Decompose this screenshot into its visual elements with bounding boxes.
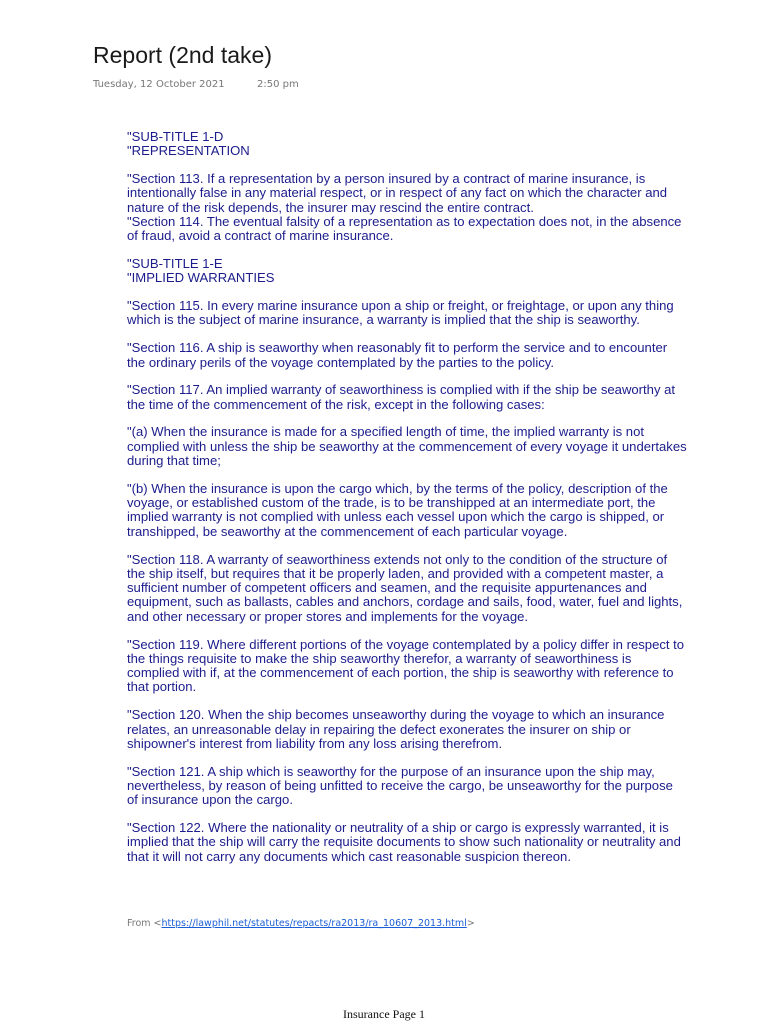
note-date: Tuesday, 12 October 2021 (93, 79, 225, 90)
section-block (127, 482, 687, 539)
section-paragraph: "Section 119. Where different portions of the voyage contemplated by a policy differ in respect to the things requisite to make the ship seaworthy therefor, a warranty of seaworthiness is complied with if, at the commencement of each portion, the ship is seaworthy with reference to that portion. (127, 636, 685, 695)
subtitle-heading: "SUB-TITLE 1-D (127, 129, 224, 144)
note-time: 2:50 pm (257, 79, 299, 90)
note-body (127, 130, 687, 877)
subtitle-name: "IMPLIED WARRANTIES (127, 270, 275, 286)
subtitle-name: "REPRESENTATION (127, 143, 250, 159)
section-block (127, 708, 687, 751)
subtitle-block (127, 257, 687, 286)
section-block (127, 341, 687, 370)
source-suffix: > (466, 918, 475, 929)
section-paragraph: "Section 116. A ship is seaworthy when reasonably fit to perform the service and to encounter the ordinary perils of the voyage contemplated by the parties to the policy. (127, 340, 668, 370)
section-paragraph: "(a) When the insurance is made for a specified length of time, the implied warranty is not complied with unless the ship be seaworthy at the commencement of every voyage it undertakes during that time; (127, 424, 687, 469)
section-paragraph: "Section 121. A ship which is seaworthy for the purpose of an insurance upon the ship may, nevertheless, by reason of being unfitted to receive the cargo, be unseaworthy for the purpose of insurance upon the cargo. (127, 763, 673, 808)
section-paragraph: "Section 117. An implied warranty of seaworthiness is complied with if the ship be seaworthy at the time of the commencement of the risk, except in the following cases: (127, 382, 676, 412)
section-block (127, 299, 687, 328)
page-footer: Insurance Page 1 (343, 1007, 425, 1021)
source-prefix: From < (127, 918, 162, 929)
section-paragraph: "Section 114. The eventual falsity of a representation as to expectation does not, in the absence of fraud, avoid a contract of marine insurance. (127, 213, 682, 244)
section-block (127, 821, 687, 864)
section-block (127, 383, 687, 412)
section-block (127, 765, 687, 808)
page-title: Report (2nd take) (93, 42, 272, 68)
section-paragraph: "Section 120. When the ship becomes unseaworthy during the voyage to which an insurance relates, an unreasonable delay in repairing the defect exonerates the insurer on ship or shipowner's interest from liability from any loss arising therefrom. (127, 707, 665, 751)
section-paragraph: "Section 115. In every marine insurance upon a ship or freight, or freightage, or upon any thing which is the subject of marine insurance, a warranty is implied that the ship is seaworthy. (127, 298, 674, 328)
section-paragraph: "Section 113. If a representation by a person insured by a contract of marine insurance, is intentionally false in any material respect, or in respect of any fact on which the character and nature of the risk depends, the insurer may rescind the entire contract. (127, 171, 668, 215)
source-link[interactable]: https://lawphil.net/statutes/repacts/ra2013/ra_10607_2013.html (161, 918, 467, 929)
section-paragraph: "Section 118. A warranty of seaworthiness extends not only to the condition of the structure of the ship itself, but requires that it be properly laden, and provided with a competent master, a sufficient number of competent officers and seamen, and the requisite appurtenances and equipment, such as ballasts, cables and anchors, cordage and sails, food, water, fuel and lights, and other necessary or proper stores and implements for the voyage. (127, 551, 683, 624)
subtitle-block (127, 130, 687, 159)
source-citation (127, 918, 475, 929)
section-paragraph: "(b) When the insurance is upon the cargo which, by the terms of the policy, description of the voyage, or established custom of the trade, is to be transhipped at an intermediate port, the implied warranty is not complied with unless each vessel upon which the cargo is shipped, or transhipped, be seaworthy at the commencement of each particular voyage. (127, 480, 668, 539)
section-block (127, 553, 687, 624)
subtitle-heading: "SUB-TITLE 1-E (127, 256, 223, 272)
section-block (127, 425, 687, 468)
section-paragraph: "Section 122. Where the nationality or neutrality of a ship or cargo is expressly warranted, it is implied that the ship will carry the requisite documents to show such nationality or neutrality and that it will not carry any documents which cast reasonable suspicion thereon. (127, 819, 681, 864)
section-block (127, 172, 687, 243)
section-block (127, 638, 687, 695)
